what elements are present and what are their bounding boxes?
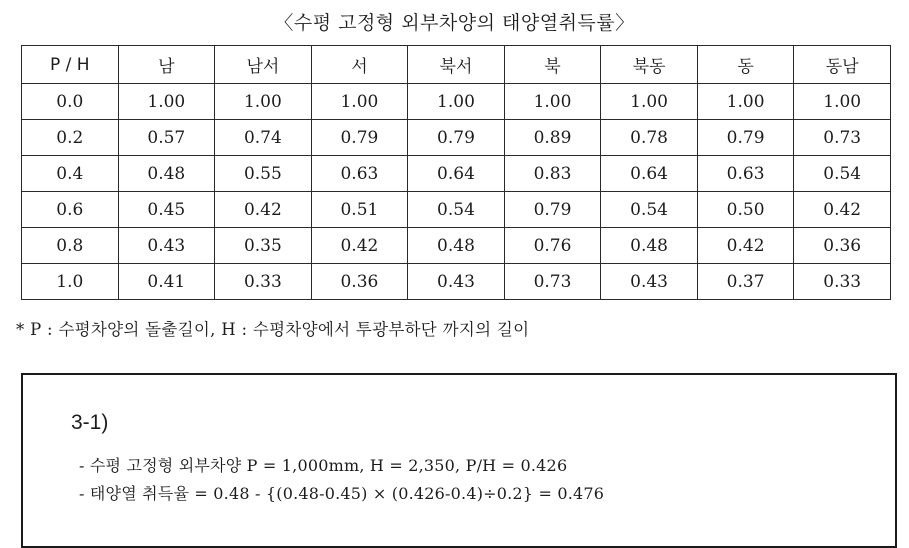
table-cell: 1.00 [311, 84, 408, 120]
table-cell: 0.50 [697, 192, 794, 228]
table-cell: 0.79 [311, 120, 408, 156]
table-cell: 1.00 [697, 84, 794, 120]
table-cell: 0.51 [311, 192, 408, 228]
table-row [22, 264, 891, 300]
table-footnote: * P : 수평차양의 돌출길이, H : 수평차양에서 투광부하단 까지의 길이 [16, 320, 530, 339]
column-header: 북 [504, 46, 601, 84]
table-cell: 0.73 [504, 264, 601, 300]
column-header: 북서 [408, 46, 505, 84]
page-title: 〈수평 고정형 외부차양의 태양열취득률〉 [274, 12, 635, 34]
table-cell: 0.79 [504, 192, 601, 228]
table-cell: 0.54 [601, 192, 698, 228]
table-cell: 0.43 [408, 264, 505, 300]
table-cell: 0.48 [408, 228, 505, 264]
table-cell: 0.42 [697, 228, 794, 264]
table-cell: 1.0 [22, 264, 119, 300]
table-cell: 0.37 [697, 264, 794, 300]
table-cell: 0.0 [22, 84, 119, 120]
table-cell: 1.00 [408, 84, 505, 120]
column-header: 서 [311, 46, 408, 84]
column-header: 남서 [215, 46, 312, 84]
table-cell: 0.57 [118, 120, 215, 156]
table-cell: 0.79 [408, 120, 505, 156]
table-cell: 0.45 [118, 192, 215, 228]
table-cell: 0.78 [601, 120, 698, 156]
table-cell: 0.83 [504, 156, 601, 192]
table-cell: 0.79 [697, 120, 794, 156]
column-header: 동남 [794, 46, 891, 84]
table-cell: 0.48 [601, 228, 698, 264]
table-cell: 0.33 [215, 264, 312, 300]
table-cell: 0.43 [118, 228, 215, 264]
table-cell: 0.36 [794, 228, 891, 264]
table-row [22, 228, 891, 264]
example-line-shading-spec: - 수평 고정형 외부차양 P = 1,000mm, H = 2,350, P/H = 0.426 [79, 456, 568, 475]
table-cell: 0.48 [118, 156, 215, 192]
table-cell: 0.42 [311, 228, 408, 264]
calculation-example-box [21, 373, 897, 548]
example-heading: 3-1) [71, 411, 109, 434]
table-row [22, 84, 891, 120]
table-cell: 0.76 [504, 228, 601, 264]
table-cell: 1.00 [794, 84, 891, 120]
solar-gain-table [21, 45, 891, 300]
table-cell: 0.63 [311, 156, 408, 192]
column-header: P / H [22, 46, 119, 84]
table-cell: 0.33 [794, 264, 891, 300]
table-row [22, 156, 891, 192]
table-cell: 0.43 [601, 264, 698, 300]
table-cell: 0.2 [22, 120, 119, 156]
table-cell: 0.73 [794, 120, 891, 156]
table-cell: 0.42 [215, 192, 312, 228]
table-cell: 0.6 [22, 192, 119, 228]
table-cell: 1.00 [504, 84, 601, 120]
table-cell: 0.41 [118, 264, 215, 300]
table-cell: 0.64 [408, 156, 505, 192]
table-cell: 0.4 [22, 156, 119, 192]
table-cell: 1.00 [118, 84, 215, 120]
table-cell: 0.74 [215, 120, 312, 156]
column-header: 남 [118, 46, 215, 84]
column-header: 북동 [601, 46, 698, 84]
table-cell: 0.36 [311, 264, 408, 300]
table-row [22, 120, 891, 156]
table-cell: 0.54 [794, 156, 891, 192]
table-cell: 0.63 [697, 156, 794, 192]
column-header: 동 [697, 46, 794, 84]
table-cell: 1.00 [601, 84, 698, 120]
table-cell: 0.55 [215, 156, 312, 192]
table-cell: 0.54 [408, 192, 505, 228]
table-cell: 0.42 [794, 192, 891, 228]
example-line-solar-gain-calc: - 태양열 취득율 = 0.48 - {(0.48-0.45) × (0.426-0.4)÷0.2} = 0.476 [79, 484, 605, 503]
table-cell: 0.8 [22, 228, 119, 264]
table-cell: 0.89 [504, 120, 601, 156]
table-cell: 0.35 [215, 228, 312, 264]
table-cell: 1.00 [215, 84, 312, 120]
table-cell: 0.64 [601, 156, 698, 192]
table-header-row [22, 46, 891, 84]
table-row [22, 192, 891, 228]
